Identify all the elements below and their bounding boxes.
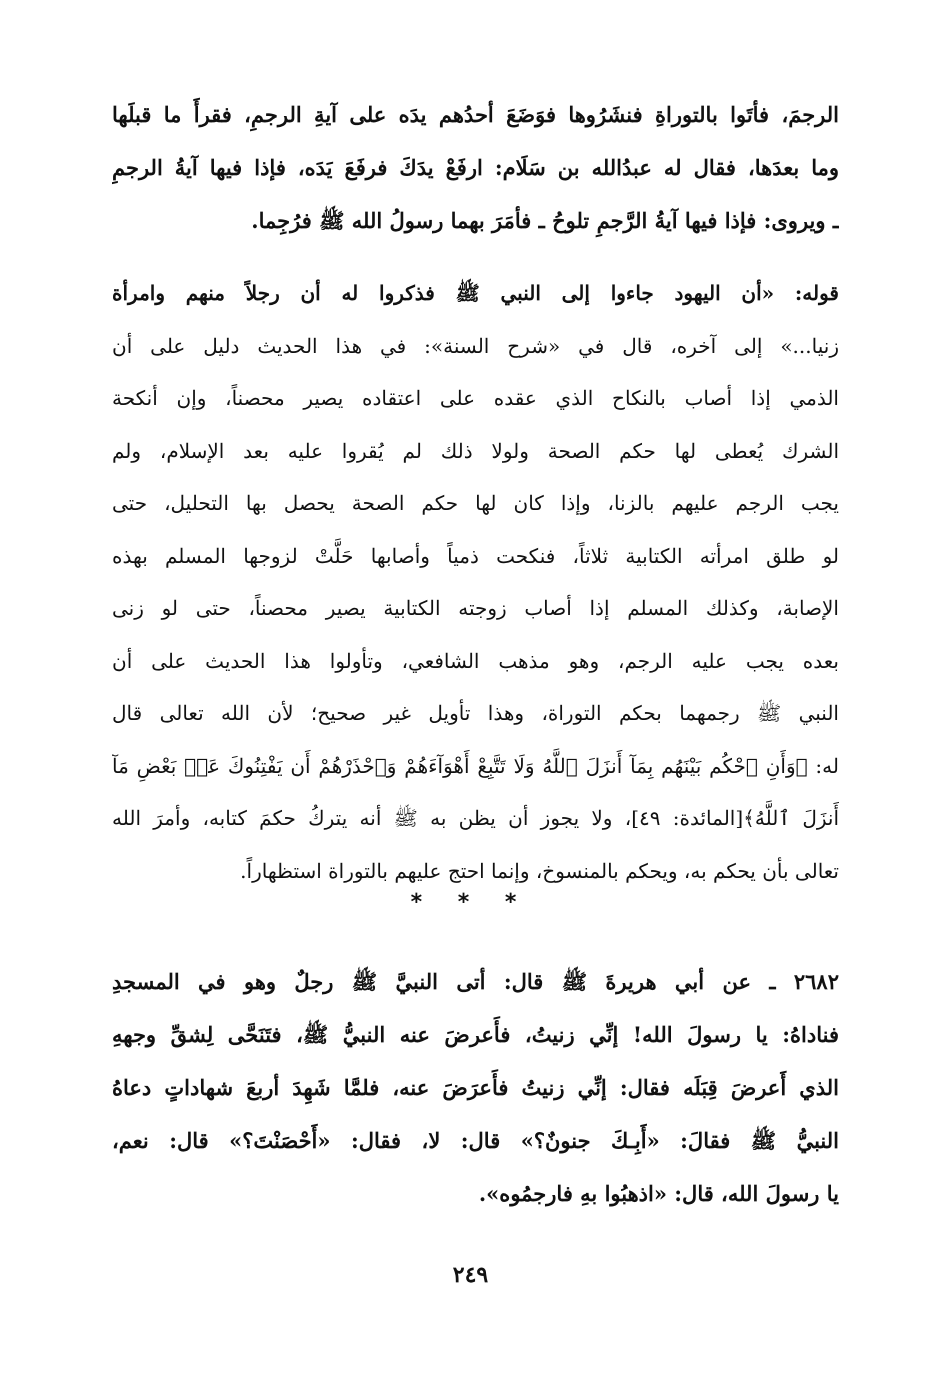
text-line: الرجمَ، فأتَوا بالتوراةِ فنشَرُوها فوَضَعَ أحدُهم يدَه على آيةِ الرجمِ، فقرأَ ما قبلَها — [112, 102, 839, 127]
text-line: ـ ويروى: فإذا فيها آيةُ الرَّجمِ تلوحُ ـ فأمَرَ بهما رسولُ الله ﷺ فرُجِما. — [251, 208, 839, 233]
text-line: الشرك يُعطى لها حكم الصحة ولولا ذلك لم يُقروا عليه بعد الإسلام، ولم — [112, 438, 839, 463]
text-line: زنيا...» إلى آخره، قال في «شرح السنة»: في هذا الحديث دليل على أن — [112, 333, 839, 358]
page-body — [112, 88, 839, 897]
text-line: تعالى بأن يحكم به، ويحكم بالمنسوخ، وإنما احتج عليهم بالتوراة استظهاراً. — [240, 858, 839, 883]
text-line: النبيُّ ﷺ فقالَ: «أَبِـكَ جنونٌ؟» قال: لا، فقال: «أَحْصَنْتَ؟» قال: نعم، — [112, 1128, 839, 1153]
text-line: الإصابة، وكذلك المسلم إذا أصاب زوجته الكتابية يصير محصناً، حتى لو زنى — [112, 596, 839, 620]
text-line: بعده يجب عليه الرجم، وهو مذهب الشافعي، وتأولوا هذا الحديث على أن — [112, 648, 839, 673]
text-line: قوله: «أن اليهود جاءوا إلى النبي ﷺ فذكروا له أن رجلاً منهم وامرأة — [112, 281, 839, 305]
text-line: يجب الرجم عليهم بالزنا، وإذا كان لها حكم الصحة يحصل بها التحليل، حتى — [112, 491, 839, 515]
text-line: وما بعدَها، فقال له عبدُالله بن سَلَام: ارفَعْ يدَكَ فرفَعَ يَدَه، فإذا فيها آيةُ الرجمِ — [112, 155, 839, 180]
text-line: له: ﴿وَأَنِ ٱحْكُم بَيْنَهُم بِمَآ أَنزَلَ ٱللَّهُ وَلَا تَتَّبِعْ أَهْوَآءَهُمْ وَٱحْذَرْهُمْ أَن يَفْتِنُوكَ عَنۢ بَعْضِ مَآ — [112, 753, 839, 778]
text-line: النبي ﷺ رجمهما بحكم التوراة، وهذا تأويل غير صحيح؛ لأن الله تعالى قال — [112, 701, 839, 725]
text-line: الذي أَعرضَ قِبَلَه فقال: إنِّي زنيتُ فأَعرَضَ عنه، فلمَّا شَهِدَ أربعَ شهاداتٍ دعاهُ — [112, 1075, 839, 1100]
text-line: فناداهُ: يا رسولَ الله! إنِّي زنيتُ، فأَعرضَ عنه النبيُّ ﷺ، فتَنَحَّى لِشقِّ وجههِ — [112, 1022, 839, 1047]
text-line: لو طلق امرأته الكتابية ثلاثاً، فنكحت ذمياً وأصابها حَلَّتْ لزوجها المسلم بهذه — [112, 543, 839, 568]
text-line: أَنزَلَ ٱللَّهُ﴾[المائدة: ٤٩]، ولا يجوز أن يظن به ﷺ أنه يتركُ حكمَ كتابه، وأمرَ الله — [112, 806, 839, 830]
hadith-2682-paragraph — [112, 955, 839, 1220]
page-number: ٢٤٩ — [452, 1262, 489, 1288]
text-line: ٢٦٨٢ ـ عن أبي هريرةَ ﷺ قال: أتى النبيَّ ﷺ رجلٌ وهو في المسجدِ — [112, 969, 839, 994]
commentary-paragraph — [112, 267, 839, 897]
section-separator: * * * — [410, 890, 531, 915]
text-line: يا رسولَ الله، قال: «اذهبُوا بهِ فارجمُوه». — [478, 1181, 839, 1206]
text-line: الذمي إذا أصاب بالنكاح الذي عقده على اعتقاده يصير محصناً، وإن أنكحة — [112, 386, 839, 410]
hadith-continuation-paragraph — [112, 88, 839, 247]
